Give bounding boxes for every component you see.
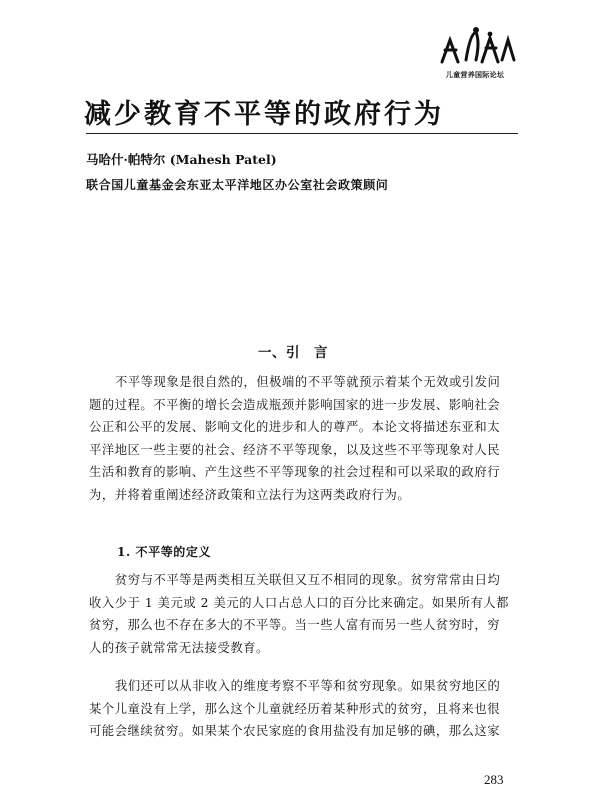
text-line: 不平等现象是很自然的，但极端的不平等就预示着某个无效或引发问 xyxy=(115,375,501,389)
text-line: 贫穷，那么也不存在多大的不平等。当一些人富有而另一些人贫穷时，穷 xyxy=(89,618,501,633)
text-line: 人的孩子就常常无法接受教育。 xyxy=(89,640,269,655)
text-line: 公正和公平的发展、影响文化的进步和人的尊严。本论文将描述东亚和太 xyxy=(89,420,501,435)
paragraph-non-income xyxy=(89,675,517,743)
section-heading-word: 言 xyxy=(314,345,328,361)
text-line: 为，并将着重阐述经济政策和立法行为这两类政府行为。 xyxy=(89,487,411,502)
forum-logo xyxy=(430,26,520,84)
section-heading xyxy=(258,341,328,361)
text-line: 收入少于 1 美元或 2 美元的人口占总人口的百分比来确定。如果所有人都 xyxy=(89,595,509,610)
title-divider xyxy=(86,133,518,134)
page-number: 283 xyxy=(484,772,504,787)
section-heading-number: 一、引 xyxy=(258,345,300,361)
text-line: 题的过程。不平衡的增长会造成瓶颈并影响国家的进一步发展、影响社会 xyxy=(89,397,501,412)
logo-figures-icon xyxy=(436,26,516,68)
logo-text: 儿童营养国际论坛 xyxy=(445,71,505,79)
subsection-heading: 1. 不平等的定义 xyxy=(117,545,212,559)
text-line: 生活和教育的影响、产生这些不平等现象的社会过程和可以采取的政府行 xyxy=(89,465,501,480)
paragraph-definition xyxy=(89,569,517,659)
text-line: 某个儿童没有上学，那么这个儿童就经历着某种形式的贫穷，且将来也很 xyxy=(89,701,501,716)
paragraph-intro xyxy=(89,371,517,507)
text-line: 我们还可以从非收入的维度考察不平等和贫穷现象。如果贫穷地区的 xyxy=(115,679,501,693)
text-line: 贫穷与不平等是两类相互关联但又互不相同的现象。贫穷常常由日均 xyxy=(115,573,501,587)
author-affiliation: 联合国儿童基金会东亚太平洋地区办公室社会政策顾问 xyxy=(86,178,389,192)
text-line: 可能会继续贫穷。如果某个农民家庭的食用盐没有加足够的碘，那么这家 xyxy=(89,724,501,739)
author-line: 马哈什·帕特尔 (Mahesh Patel) xyxy=(86,152,277,167)
text-line: 平洋地区一些主要的社会、经济不平等现象，以及这些不平等现象对人民 xyxy=(89,442,501,457)
article-title: 减少教育不平等的政府行为 xyxy=(84,99,444,130)
